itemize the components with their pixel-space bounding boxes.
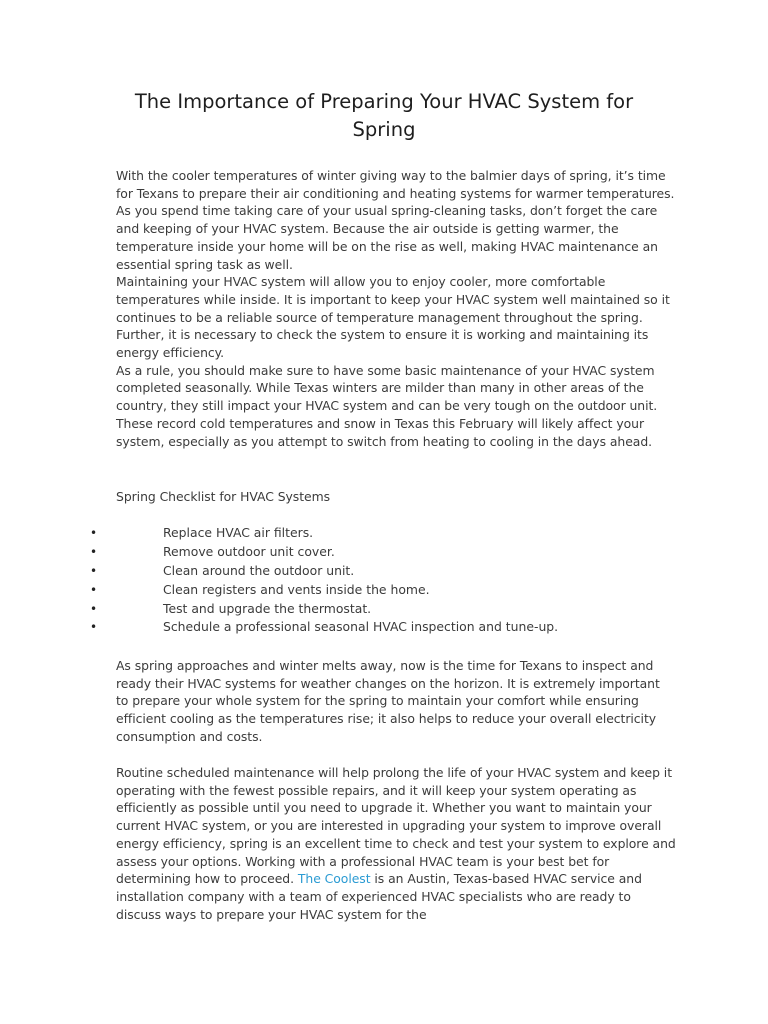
checklist-item-text: Replace HVAC air filters. [163,525,314,540]
list-item [0,524,700,543]
bullet-icon: • [90,526,98,540]
intro-text-block [116,167,676,450]
list-item [0,562,700,581]
checklist-item-text: Remove outdoor unit cover. [163,543,335,559]
paragraph-after-list: As spring approaches and winter melts away, now is the time for Texans to inspect and ready their HVAC systems for weather changes on the horizon. It is extremely important to prepare your whole system for the spring to maintain your comfort while ensuring efficient cooling as the temperatures rise; it also helps to reduce your overall electricity consumption and costs. [116,658,660,744]
bullet-icon: • [90,582,98,597]
checklist-heading: Spring Checklist for HVAC Systems [116,489,331,504]
list-item [0,543,700,562]
intro-paragraph-3: As a rule, you should make sure to have some basic maintenance of your HVAC system completed seasonally. While Texas winters are milder than many in other areas of the country, they still impact your HVAC system and can be very tough on the outdoor unit. These record cold temperatures and snow in Texas this February will likely affect your system, especially as you attempt to switch from heating to cooling in the days ahead. [116,362,658,449]
intro-paragraph-1: With the cooler temperatures of winter giving way to the balmier days of spring, it’s time for Texans to prepare their air conditioning and heating systems for warmer temperatures. As you spend time taking care of your usual spring-cleaning tasks, don’t forget the care and keeping of your HVAC system. Because the air outside is getting warmer, the temperature inside your home will be on the rise as well, making HVAC maintenance an essential spring task as well. [116,168,675,272]
list-item [0,581,700,600]
final-paragraph-text-before-link: Routine scheduled maintenance will help prolong the life of your HVAC system and keep it operating with the fewest possible repairs, and it will keep your system operating as efficiently as possible until you need to upgrade it. Whether you want to maintain your current HVAC system, or you are interested in upgrading your system to improve overall energy efficiency, spring is an excellent time to check and test your system to explore and assess your options. Working with a professional HVAC team is your best bet for determining how to proceed. [116,765,676,887]
final-paragraph-text-after-link: is an Austin, Texas-based HVAC service and installation company with a team of experienced HVAC specialists who are ready to discuss ways to prepare your HVAC system for the [116,871,642,922]
bullet-icon: • [90,544,98,559]
checklist-item-text: Test and upgrade the thermostat. [163,600,372,616]
bullet-icon: • [90,563,98,578]
checklist-item-text: Schedule a professional seasonal HVAC inspection and tune-up. [163,619,559,635]
final-paragraph [116,764,676,923]
spring-checklist [0,524,700,637]
checklist-item-text: Clean around the outdoor unit. [163,562,355,578]
page-title: The Importance of Preparing Your HVAC System for Spring [134,90,634,141]
bullet-icon: • [90,601,98,616]
intro-paragraph-2: Maintaining your HVAC system will allow you to enjoy cooler, more comfortable temperatures while inside. It is important to keep your HVAC system well maintained so it continues to be a reliable source of temperature management throughout the spring. Further, it is necessary to check the system to ensure it is working and maintaining its energy efficiency. [116,274,670,361]
checklist-item-text: Clean registers and vents inside the home. [163,581,430,597]
the-coolest-link[interactable]: The Coolest [297,871,371,887]
list-item [0,600,700,619]
bullet-icon: • [90,620,98,635]
list-item [0,618,700,637]
